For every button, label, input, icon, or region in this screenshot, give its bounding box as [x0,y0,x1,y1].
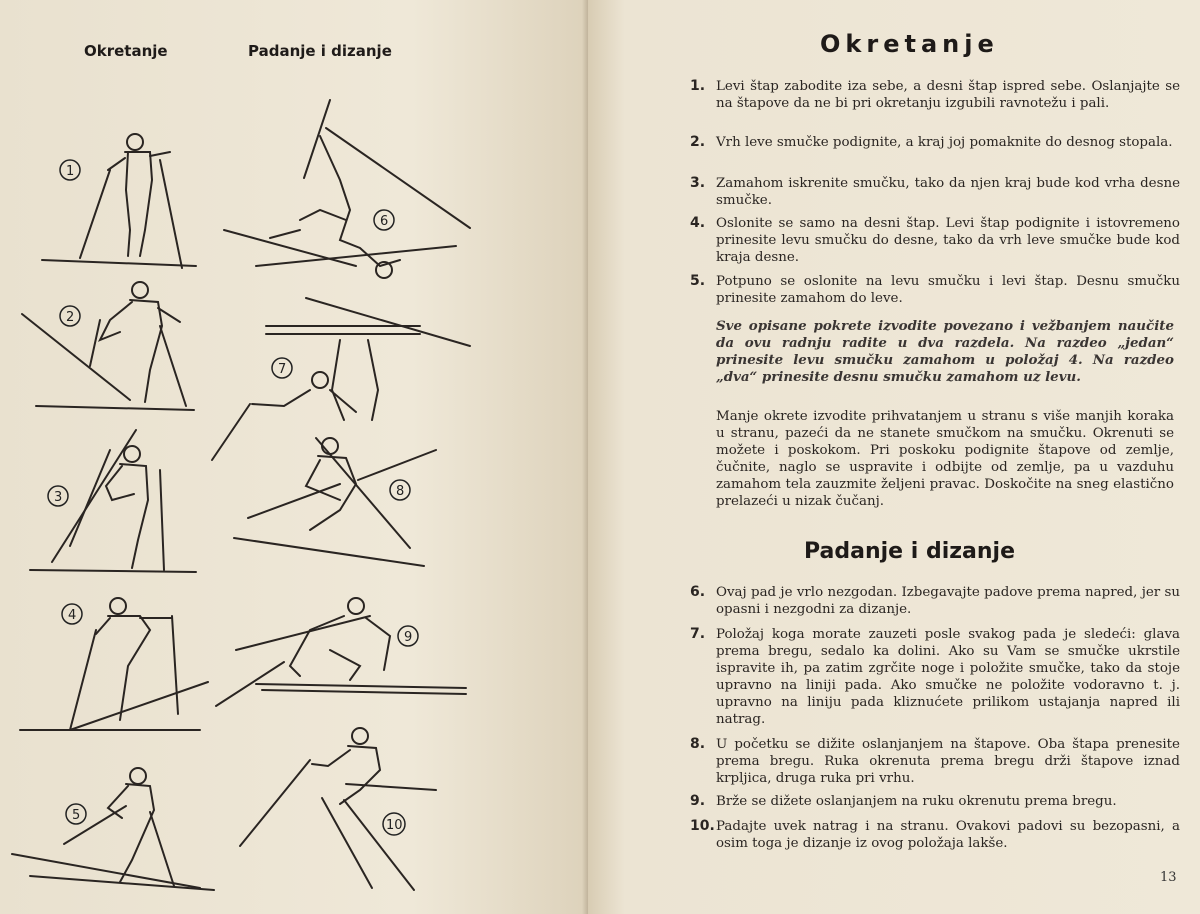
figure-number-6: 6 [380,214,389,229]
item-number: 9. [690,793,706,809]
figure-5-illustration [12,768,214,890]
figure-6-illustration [224,100,470,278]
item-text: Levi štap zabodite iza sebe, a desni štap ispred sebe. Oslanjajte se na štapove da ne bi pri okretanju izgubili ravnotežu i pali. [716,79,1180,111]
item-text: Padajte uvek natrag i na stranu. Ovakovi padovi su bezopasni, a osim toga je dizanje iz ovog položaja lakše. [716,819,1180,851]
figure-number-7: 7 [278,362,287,377]
item-text: Vrh leve smučke podignite, a kraj joj pomaknite do desnog stopala. [716,135,1173,150]
page-number: 13 [1160,870,1177,885]
left-page [0,0,588,914]
ski-illustrations [0,70,588,910]
item-number: 10. [690,818,715,834]
list-item-6 [690,584,1180,618]
item-number: 3. [690,175,706,191]
item-text: Ovaj pad je vrlo nezgodan. Izbegavajte padove prema napred, jer su opasni i nezgodni za dizanje. [716,585,1180,617]
item-text: Oslonite se samo na desni štap. Levi štap podignite i istovremeno prinesite levu smučku do desne, tako da vrh leve smučke bude kod kraja desne. [716,216,1180,265]
item-number: 1. [690,78,706,94]
figure-number-8: 8 [396,484,405,499]
body-paragraph: Manje okrete izvodite prihvatanjem u stranu s više manjih koraka u stranu, pazeći da ne stanete smučkom na smučku. Okrenuti se možete i poskokom. Pri poskoku podignite štapove od zemlje, čučnite, naglo se uspravite i odbijte od zemlje, pa u vazduhu zamahom tela zauzmite željeni pravac. Doskočite na sneg elastično prelazeći u nizak čučanj. [716,409,1174,509]
list-item-5 [690,273,1180,307]
item-number: 7. [690,626,706,642]
figure-number-5: 5 [72,808,81,823]
figure-2-illustration [22,282,194,410]
list-item-4 [690,215,1180,266]
item-number: 5. [690,273,706,289]
figure-7-illustration [212,298,470,460]
heading-padanje-column: Padanje i dizanje [248,42,392,60]
item-text: Potpuno se oslonite na levu smučku i levi štap. Desnu smučku prinesite zamahom do leve. [716,274,1180,306]
figure-number-2: 2 [66,310,75,325]
italic-note: Sve opisane pokrete izvodite povezano i vežbanjem naučite da ovu radnju radite u dva razdela. Na razdeo „jedan“ prinesite levu smučku zamahom u položaj 4. Na razdeo „dva“ prinesite desnu smučku zamahom uz levu. [716,318,1174,385]
list-item-2 [690,134,1180,151]
list-item-7 [690,626,1180,728]
list-item-1 [690,78,1180,112]
page-title: Okretanje [820,30,999,58]
figure-8-illustration [234,438,436,566]
item-text: Položaj koga morate zauzeti posle svakog pada je sledeći: glava prema bregu, sedalo ka dolini. Ako su Vam se smučke ukrstile ispravite ih, pa zatim zgrčite noge i položite smučke, tako da stoje upravno na liniji pada. Ako smučke ne položite vodoravno t. j. upravno na liniju pada kliznućete prilikom ustajanja napred ili natrag. [716,627,1180,727]
list-item-9 [690,793,1180,810]
figure-number-1: 1 [66,164,75,179]
item-number: 6. [690,584,706,600]
figure-number-3: 3 [54,490,63,505]
section-title-padanje: Padanje i dizanje [804,539,1016,564]
figure-9-illustration [216,598,466,706]
figure-10-illustration [240,728,436,890]
item-number: 4. [690,215,706,231]
figure-4-illustration [20,598,208,730]
figure-number-10: 10 [386,818,403,833]
figure-number-4: 4 [68,608,77,623]
list-item-3 [690,175,1180,209]
item-text: Zamahom iskrenite smučku, tako da njen kraj bude kod vrha desne smučke. [716,176,1180,208]
list-item-10 [690,818,1180,852]
item-number: 8. [690,736,706,752]
item-number: 2. [690,134,706,150]
item-text: U početku se dižite oslanjanjem na štapove. Oba štapa prenesite prema bregu. Ruka okrenuta prema bregu drži štapove iznad krpljica, druga ruka pri vrhu. [716,737,1180,786]
item-text: Brže se dižete oslanjanjem na ruku okrenutu prema bregu. [716,794,1117,809]
figure-1-illustration [42,134,196,268]
heading-okretanje-column: Okretanje [84,42,168,60]
figure-number-9: 9 [404,630,413,645]
list-item-8 [690,736,1180,787]
